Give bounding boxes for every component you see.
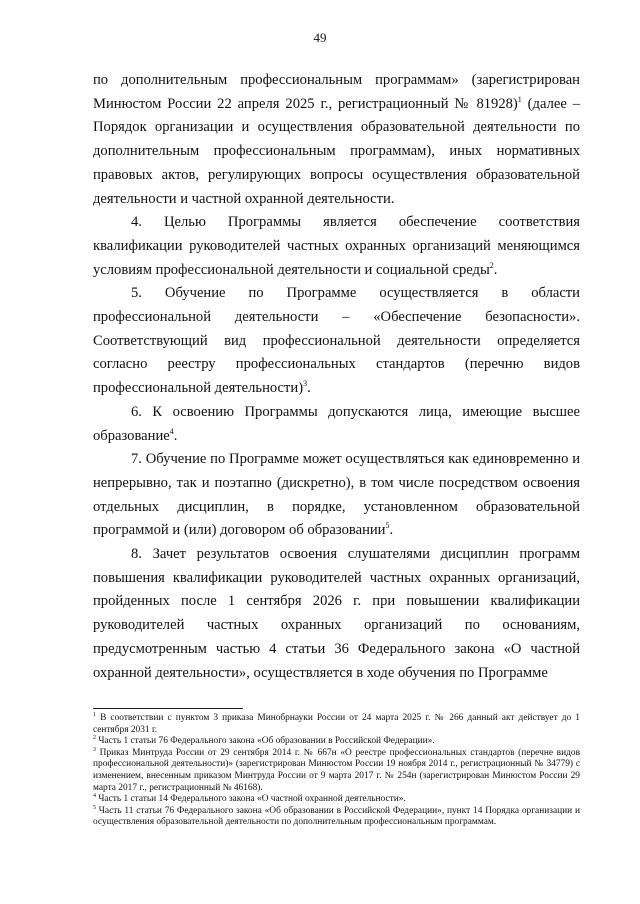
footnote: $^2$ Часть 1 статьи 76 Федерального закона «Об образовании в Российской Федерации».: [93, 735, 435, 747]
footnote: $^3$ Приказ Минтруда России от 29 сентября 2014 г. № 667н «О реестре профессиональных стандартов (перечне видов профессиональной деятельности)» (зарегистрирован Минюстом России 19 ноября 2014 г., регистрационный № 34779) с изменением, внесенным приказом Минтруда России от 9 марта 2017 г. № 254н (зарегистрирован Минюстом России 29 марта 2017 г., регистрационный № 46168).: [93, 746, 580, 793]
footnote-ref[interactable]: 5: [385, 521, 390, 531]
footnote-ref[interactable]: 3: [303, 379, 308, 389]
footnote: $^5$ Часть 11 статьи 76 Федерального закона «Об образовании в Российской Федерации», пункт 14 Порядка организации и осуществления образовательной деятельности по дополнительным профессиональным программам.: [93, 804, 580, 828]
paragraph-6: 6. К освоению Программы допускаются лица, имеющие высшее образование$^4$.: [93, 403, 580, 444]
footnote-ref[interactable]: 2: [489, 260, 494, 270]
footnote-number: 3: [93, 746, 96, 753]
paragraph-continuation: по дополнительным профессиональным программам» (зарегистрирован Минюстом России 22 апреля 2025 г., регистрационный № 81928)$^1$ (далее – Порядок организации и осуществления образовательной деятельности по дополнительным профессиональным программам), иных нормативных правовых актов, регулирующих вопросы осуществления образовательной деятельности и частной охранной деятельности.: [93, 72, 580, 207]
footnotes: [93, 713, 580, 829]
footnote-divider: [93, 708, 243, 709]
footnote: $^4$ Часть 1 статьи 14 Федерального закона «О частной охранной деятельности».: [93, 793, 406, 805]
footnote-ref[interactable]: 4: [169, 426, 174, 436]
paragraph-5: 5. Обучение по Программе осуществляется в области профессиональной деятельности – «Обеспечение безопасности». Соответствующий вид профессиональной деятельности определяется согласно реестру профессиональных стандартов (перечню видов профессиональной деятельности)$^3$.: [93, 285, 580, 397]
paragraph-8: 8. Зачет результатов освоения слушателями дисциплин программ повышения квалификации руководителей частных охранных организаций, пройденных после 1 сентября 2026 г. при повышении квалификации руководителей частных охранных организаций по основаниям, предусмотренным частью 4 статьи 36 Федерального закона «О частной охранной деятельности», осуществляется в ходе обучения по Программе: [93, 546, 580, 681]
footnote-ref[interactable]: 1: [517, 94, 522, 104]
paragraph-4: 4. Целью Программы является обеспечение соответствия квалификации руководителей частных охранных организаций меняющимся условиям профессиональной деятельности и социальной среды$^2$.: [93, 214, 580, 278]
footnote-number: 2: [93, 735, 96, 742]
paragraph-7: 7. Обучение по Программе может осуществляться как единовременно и непрерывно, так и поэтапно (дискретно), в том числе посредством освоения отдельных дисциплин, в порядке, установленном образовательной программой и (или) договором об образовании$^5$.: [93, 451, 580, 539]
footnote: $^1$ В соответствии с пунктом 3 приказа Минобрнауки России от 24 марта 2025 г. № 266 данный акт действует до 1 сентября 2031 г.: [93, 712, 580, 735]
footnote-number: 1: [93, 712, 96, 718]
footnote-number: 4: [93, 793, 96, 800]
page-number: 49: [313, 30, 327, 45]
body-text: [93, 69, 580, 685]
footnote-number: 5: [93, 804, 96, 811]
